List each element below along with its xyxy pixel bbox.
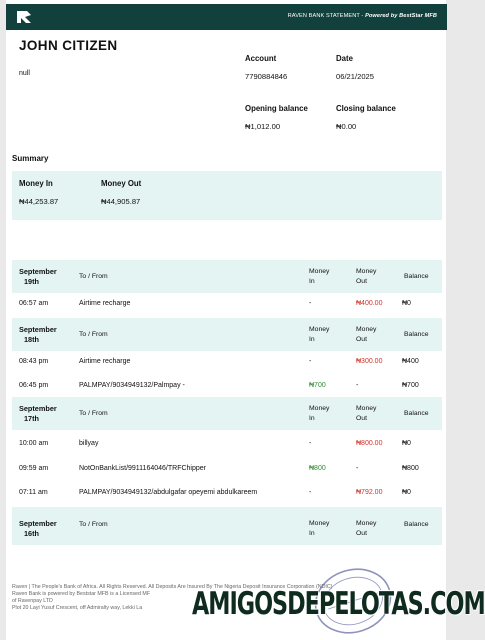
footer-line: of Ravenpay LTD — [12, 598, 53, 605]
day-date: September 18th — [19, 325, 57, 344]
money-in-label: Money In — [19, 179, 53, 188]
transaction-time: 10:00 am — [19, 440, 49, 447]
statement-date: 06/21/2025 — [336, 72, 375, 81]
statement-brand-title: RAVEN BANK STATEMENT - Powered by BestStar MFB — [287, 13, 437, 19]
day-header — [12, 507, 442, 545]
transaction-description: PALMPAY/9034949132/abdulgafar opeyemi abdulkareem — [79, 489, 258, 496]
transaction-row — [12, 376, 442, 396]
opening-balance: ₦1,012.00 — [245, 122, 281, 131]
transaction-money-out: - — [356, 382, 359, 389]
statement-page — [6, 0, 485, 640]
transaction-time: 08:43 pm — [19, 358, 49, 365]
balance-header: Balance — [404, 521, 429, 528]
customer-address: null — [19, 70, 30, 77]
transaction-time: 06:45 pm — [19, 382, 49, 389]
summary-title: Summary — [12, 154, 49, 163]
transaction-row — [12, 459, 442, 479]
money-out-header: Money Out — [356, 268, 377, 285]
transaction-description: Airtime recharge — [79, 358, 131, 365]
transaction-money-in: - — [309, 440, 312, 447]
raven-logo-icon — [16, 10, 32, 24]
footer-line: Raven Bank is powered by Beststar MFB is a Licensed MF — [12, 591, 151, 598]
money-out-label: Money Out — [101, 179, 142, 188]
transaction-description: NotOnBankList/9911164046/TRFChipper — [79, 465, 206, 472]
money-out-header: Money Out — [356, 520, 377, 537]
transaction-time: 09:59 am — [19, 465, 49, 472]
day-header — [12, 318, 442, 351]
day-header — [12, 397, 442, 430]
closing-balance: ₦0.00 — [336, 122, 357, 131]
transaction-row — [12, 294, 442, 314]
transaction-money-out: - — [356, 465, 359, 472]
transaction-money-out: ₦300.00 — [356, 358, 383, 365]
day-date: September 16th — [19, 519, 57, 538]
money-in-header: Money In — [309, 268, 330, 285]
balance-header: Balance — [404, 273, 429, 280]
money-in-header: Money In — [309, 405, 330, 422]
transaction-money-in: ₦700 — [309, 382, 326, 389]
customer-name: JOHN CITIZEN — [19, 38, 118, 53]
transaction-row — [12, 434, 442, 454]
footer-line: Raven | The People's Bank of Africa. All Rights Reserved. All Deposits Are Insured By The Nigeria Deposit Insurance Corporation (NDIC) — [12, 584, 333, 590]
transaction-time: 07:11 am — [19, 489, 48, 496]
money-out-header: Money Out — [356, 405, 377, 422]
transaction-money-out: ₦400.00 — [356, 300, 383, 307]
transaction-balance: ₦700 — [402, 382, 419, 389]
watermark-text: AMIGOSDEPELOTAS.COM — [192, 586, 485, 622]
transaction-money-out: ₦800.00 — [356, 440, 383, 447]
opening-balance-label: Opening balance — [245, 104, 308, 113]
money-out-total: ₦44,905.87 — [101, 197, 141, 206]
money-out-header: Money Out — [356, 326, 377, 343]
transaction-money-in: - — [309, 300, 312, 307]
money-in-header: Money In — [309, 326, 330, 343]
transaction-row — [12, 483, 442, 503]
transaction-description: billyay — [79, 440, 99, 447]
transaction-balance: ₦800 — [402, 465, 419, 472]
money-in-total: ₦44,253.87 — [19, 197, 59, 206]
transaction-balance: ₦0 — [402, 300, 411, 307]
transaction-balance: ₦0 — [402, 489, 411, 496]
to-from-header: To / From — [79, 273, 108, 280]
day-header — [12, 260, 442, 293]
day-date: September 19th — [19, 267, 57, 286]
to-from-header: To / From — [79, 331, 108, 338]
day-date: September 17th — [19, 404, 57, 423]
transaction-balance: ₦0 — [402, 440, 411, 447]
footer-line: Plot 20 Layi Yusuf Crescent, off Admiralty way, Lekki La — [12, 605, 143, 612]
date-label: Date — [336, 54, 353, 63]
transaction-money-in: ₦800 — [309, 465, 326, 472]
balance-header: Balance — [404, 331, 429, 338]
transaction-money-in: - — [309, 489, 312, 496]
transaction-description: PALMPAY/9034949132/Palmpay - — [79, 382, 185, 389]
balance-header: Balance — [404, 410, 429, 417]
transaction-balance: ₦400 — [402, 358, 419, 365]
transaction-description: Airtime recharge — [79, 300, 131, 307]
account-label: Account — [245, 54, 277, 63]
transaction-money-out: ₦792.00 — [356, 489, 383, 496]
to-from-header: To / From — [79, 521, 108, 528]
transaction-row — [12, 352, 442, 372]
money-in-header: Money In — [309, 520, 330, 537]
account-number: 7790884846 — [245, 72, 288, 81]
statement-header-bar — [6, 4, 447, 30]
transaction-money-in: - — [309, 358, 312, 365]
transaction-time: 06:57 am — [19, 300, 49, 307]
to-from-header: To / From — [79, 410, 108, 417]
closing-balance-label: Closing balance — [336, 104, 396, 113]
summary-panel — [12, 171, 442, 220]
